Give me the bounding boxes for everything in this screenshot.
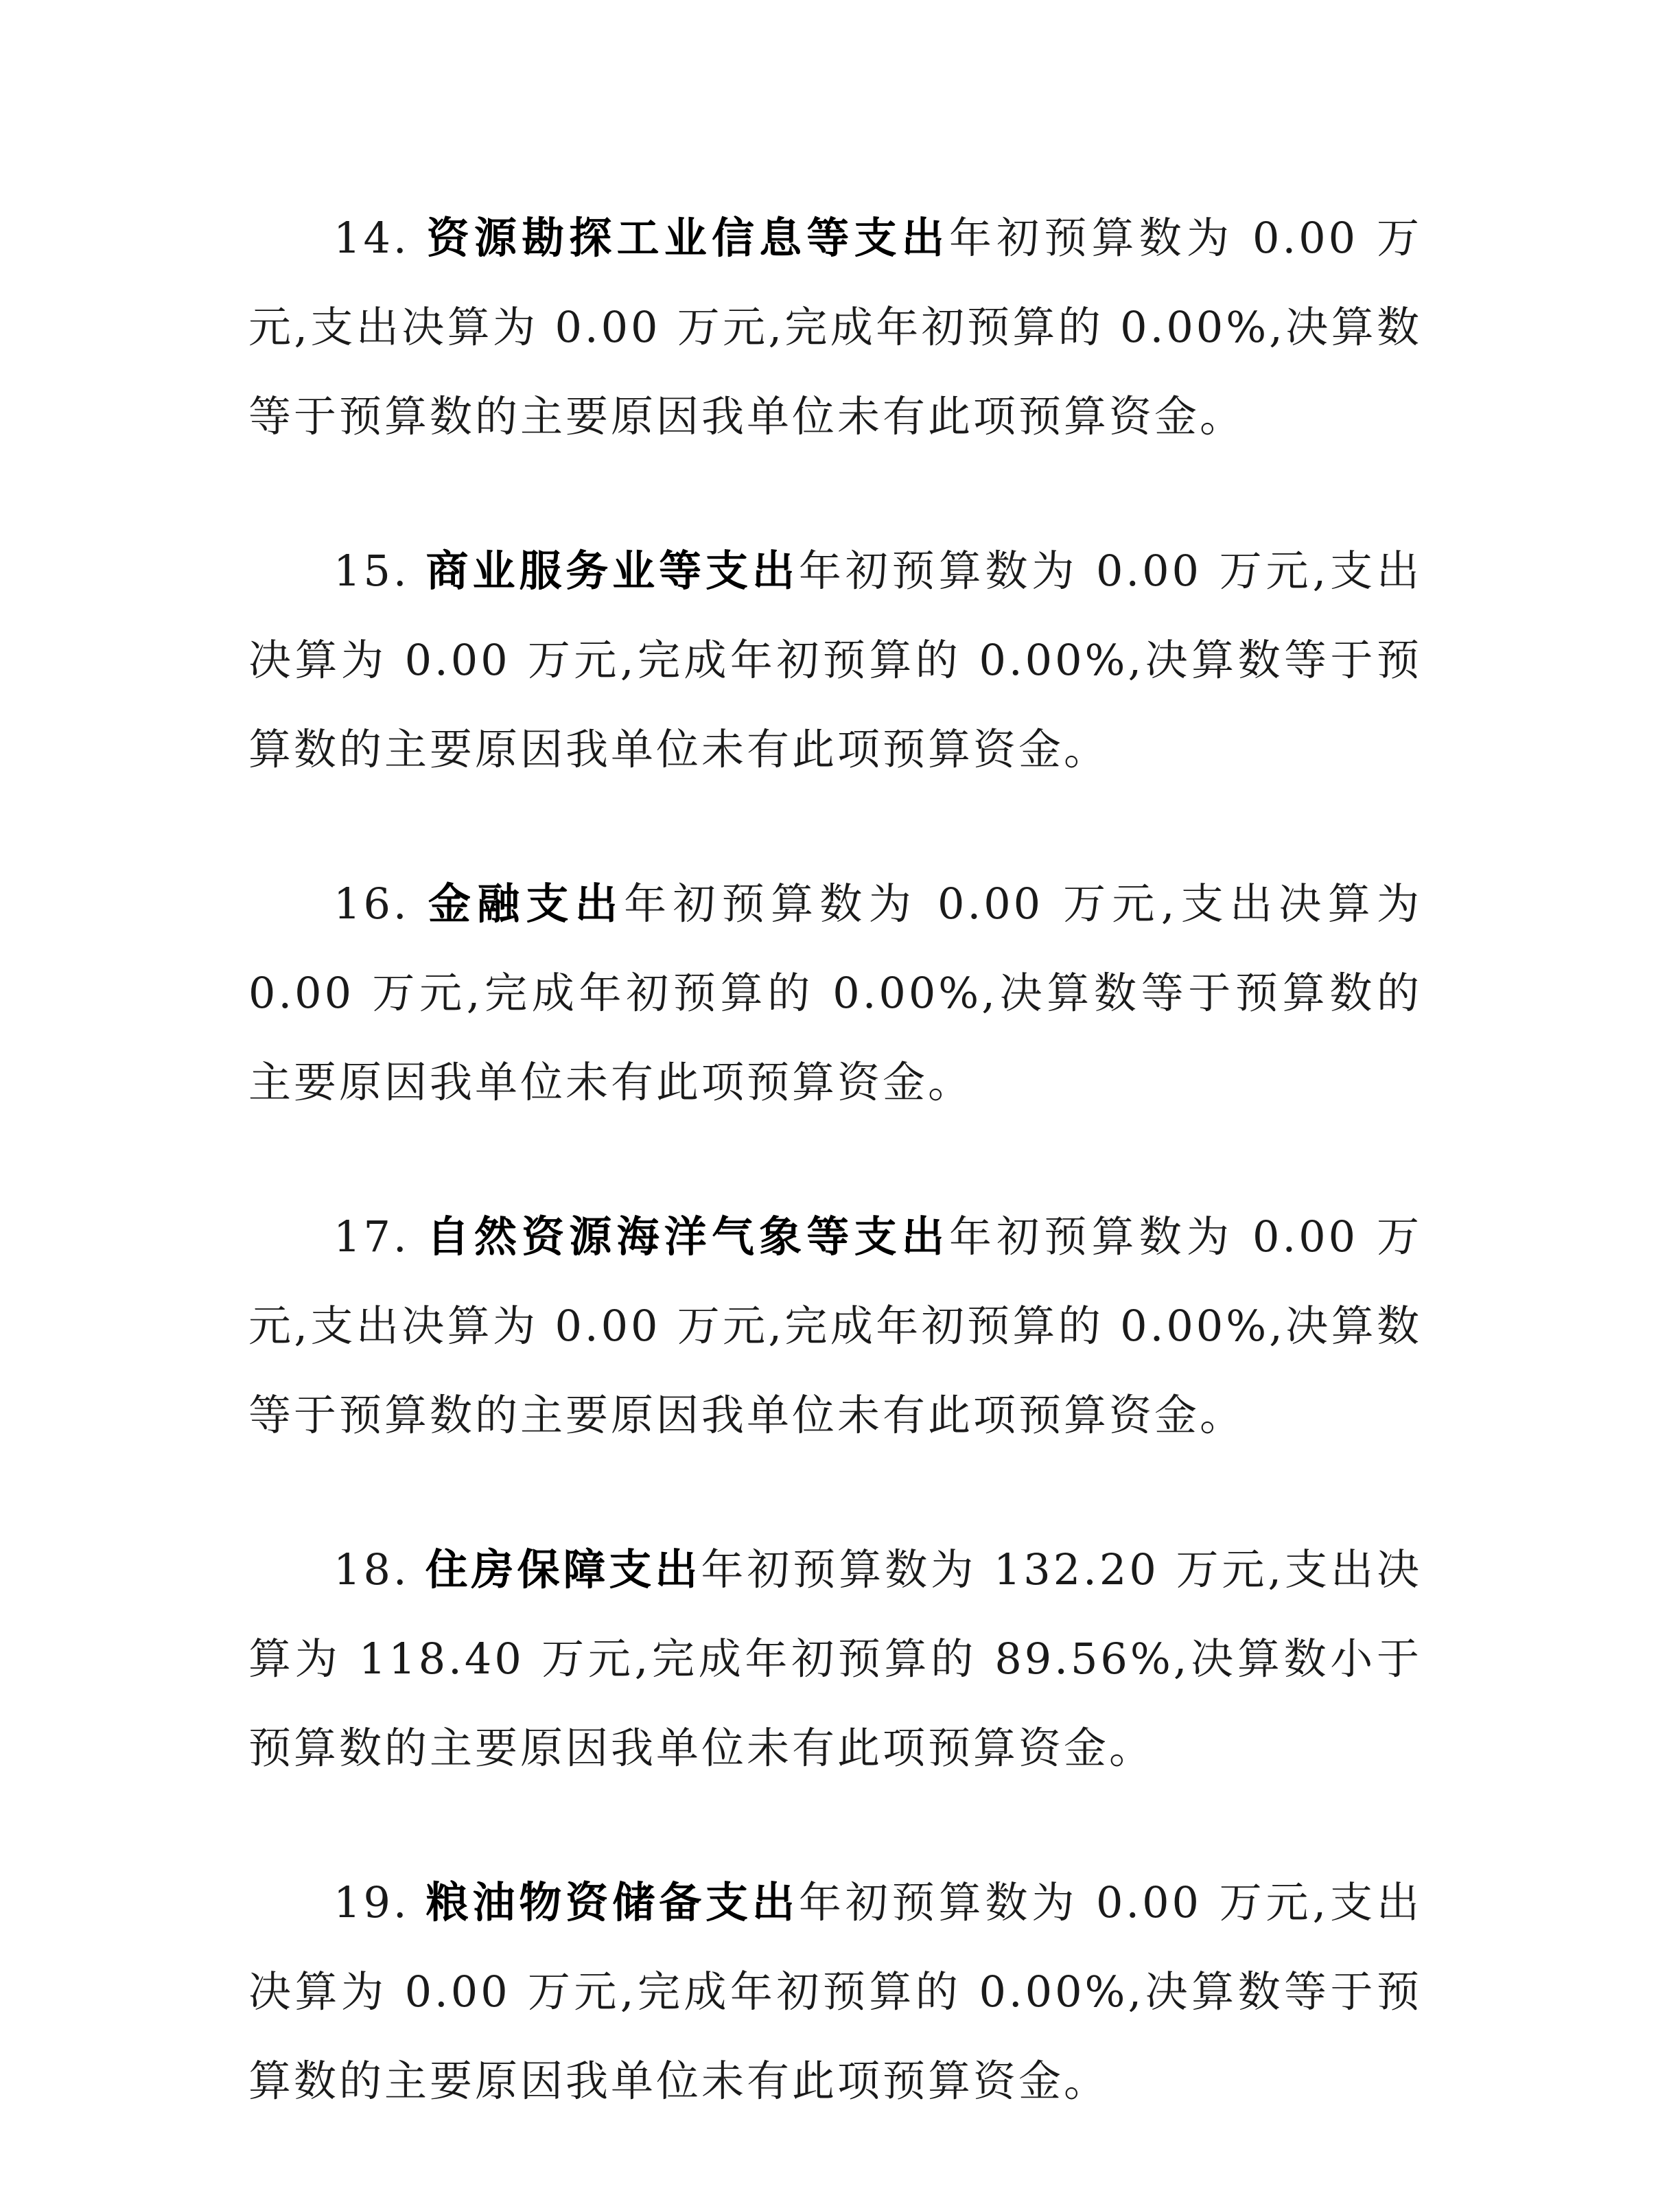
item-heading: 住房保障支出 xyxy=(424,1544,701,1595)
item-text: 年初预算数为 0.00 万元,支出决算为 0.00 万元,完成年初预算的 0.00%,决算数等于预算数的主要原因我单位未有此项预算资金。 xyxy=(248,879,1422,1107)
item-heading: 自然资源海洋气象等支出 xyxy=(424,1212,949,1262)
paragraph-15 xyxy=(248,526,1422,794)
item-number: 14. xyxy=(334,213,410,263)
paragraph-14 xyxy=(248,194,1422,461)
item-heading: 粮油物资储备支出 xyxy=(424,1877,799,1927)
paragraph-16 xyxy=(248,859,1422,1127)
item-text: 年初预算数为 0.00 万元,支出决算为 0.00 万元,完成年初预算的 0.00%,决算数等于预算数的主要原因我单位未有此项预算资金。 xyxy=(248,213,1422,441)
item-number: 19. xyxy=(334,1877,410,1927)
item-text: 年初预算数为 0.00 万元,支出决算为 0.00 万元,完成年初预算的 0.00%,决算数等于预算数的主要原因我单位未有此项预算资金。 xyxy=(248,1877,1422,2106)
paragraph-17 xyxy=(248,1192,1422,1460)
item-number: 17. xyxy=(334,1212,410,1262)
item-heading: 商业服务业等支出 xyxy=(424,546,799,596)
paragraph-19 xyxy=(248,1858,1422,2126)
item-number: 15. xyxy=(334,546,410,596)
item-text: 年初预算数为 132.20 万元,支出决算为 118.40 万元,完成年初预算的 89.56%,决算数小于预算数的主要原因我单位未有此项预算资金。 xyxy=(248,1544,1422,1773)
paragraph-18 xyxy=(248,1525,1422,1793)
item-text: 年初预算数为 0.00 万元,支出决算为 0.00 万元,完成年初预算的 0.00%,决算数等于预算数的主要原因我单位未有此项预算资金。 xyxy=(248,546,1422,774)
item-number: 18. xyxy=(334,1544,410,1595)
item-heading: 资源勘探工业信息等支出 xyxy=(424,213,949,263)
item-heading: 金融支出 xyxy=(424,879,625,929)
item-text: 年初预算数为 0.00 万元,支出决算为 0.00 万元,完成年初预算的 0.00%,决算数等于预算数的主要原因我单位未有此项预算资金。 xyxy=(248,1212,1422,1440)
document-body xyxy=(248,194,1422,2191)
item-number: 16. xyxy=(334,879,410,929)
